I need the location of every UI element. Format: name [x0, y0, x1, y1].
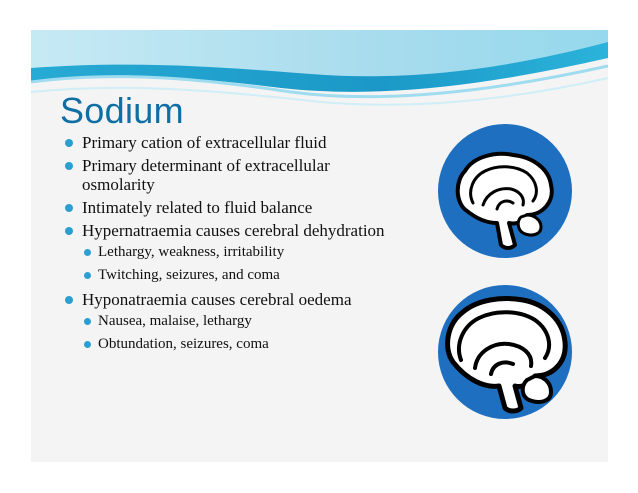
bullet-dot [84, 249, 91, 256]
sub-bullet-item [84, 267, 405, 284]
sub-bullet-list [82, 313, 405, 353]
slide [31, 30, 608, 462]
bullet-item [65, 156, 405, 194]
brain-icon [437, 123, 573, 259]
bullet-text: Hypernatraemia causes cerebral dehydration [82, 221, 385, 240]
bullet-list [65, 133, 405, 359]
sub-bullet-item [84, 244, 405, 261]
bullet-text: Hyponatraemia causes cerebral oedema [82, 290, 352, 309]
sub-bullet-item [84, 336, 405, 353]
sub-bullet-item [84, 313, 405, 330]
bullet-item [65, 133, 405, 152]
bullet-dot [65, 204, 73, 212]
bullet-dot [65, 227, 73, 235]
brain-icon [437, 284, 573, 420]
bullet-text: Primary cation of extracellular fluid [82, 133, 327, 152]
bullet-item [65, 290, 405, 353]
bullet-item [65, 221, 405, 284]
bullet-dot [65, 296, 73, 304]
bullet-dot [84, 318, 91, 325]
bullet-dot [84, 272, 91, 279]
sub-bullet-text: Lethargy, weakness, irritability [98, 244, 285, 260]
sub-bullet-text: Twitching, seizures, and coma [98, 267, 280, 283]
bullet-dot [65, 139, 73, 147]
bullet-dot [84, 341, 91, 348]
bullet-text: Primary determinant of extracellular osmolarity [82, 156, 330, 194]
sub-bullet-text: Nausea, malaise, lethargy [98, 313, 252, 329]
slide-title: Sodium [60, 90, 184, 131]
sub-bullet-list [82, 244, 405, 284]
bullet-item [65, 198, 405, 217]
bullet-text: Intimately related to fluid balance [82, 198, 313, 217]
sub-bullet-text: Obtundation, seizures, coma [98, 336, 269, 352]
bullet-dot [65, 162, 73, 170]
